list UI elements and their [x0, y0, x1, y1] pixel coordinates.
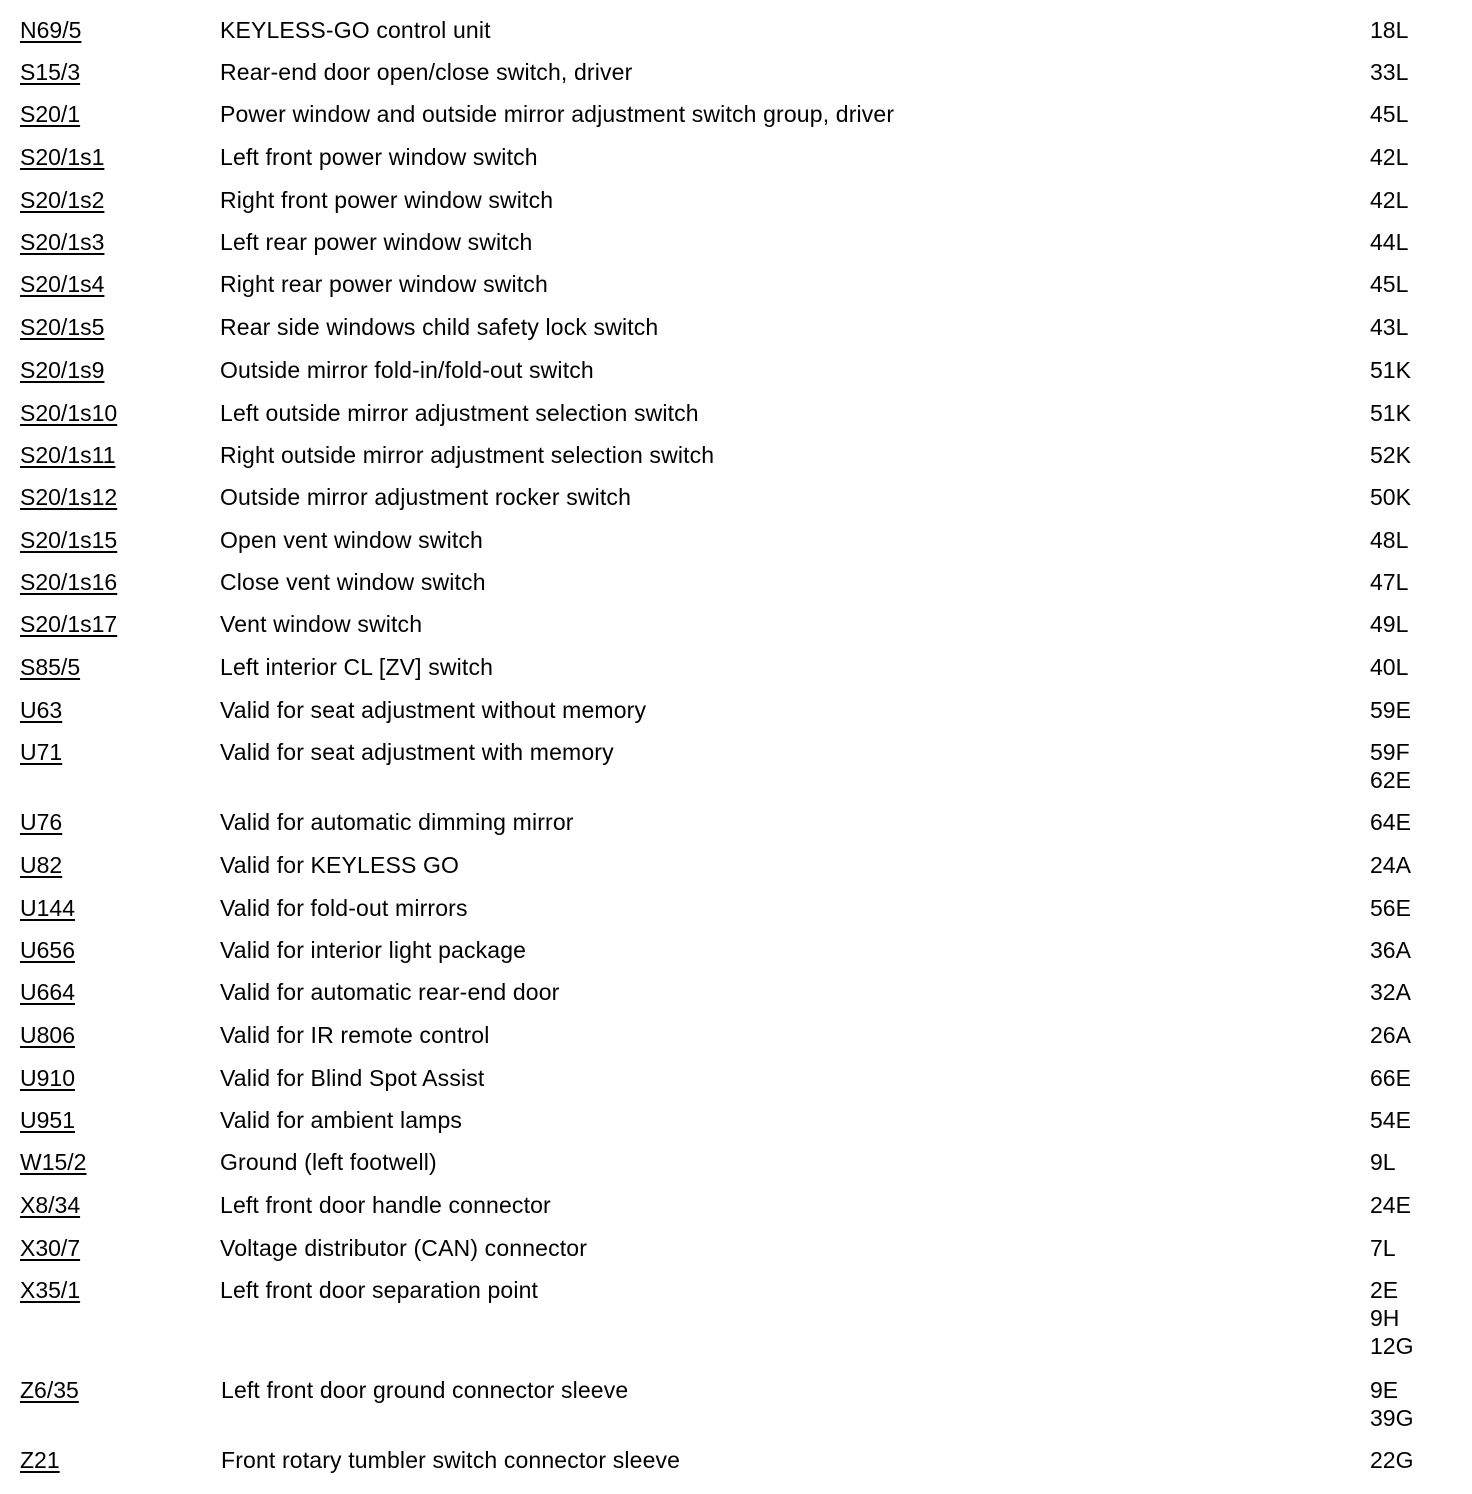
component-code-link[interactable]: S15/3	[20, 59, 81, 85]
grid-location: 62E	[1370, 767, 1411, 793]
component-description: Left front door handle connector	[220, 1192, 551, 1218]
component-code-link[interactable]: X30/7	[20, 1235, 81, 1261]
grid-location: 9L	[1370, 1149, 1396, 1175]
component-description: Close vent window switch	[220, 569, 486, 595]
grid-location-list	[1370, 100, 1408, 128]
grid-location-list	[1370, 1021, 1411, 1049]
grid-location: 47L	[1370, 569, 1409, 595]
grid-location: 18L	[1370, 17, 1409, 43]
grid-location: 45L	[1370, 101, 1409, 127]
grid-location-list	[1370, 441, 1411, 469]
component-code-link[interactable]: Z21	[20, 1447, 60, 1473]
component-description: Valid for ambient lamps	[220, 1107, 463, 1133]
grid-location-list	[1370, 58, 1408, 86]
grid-location: 54E	[1370, 1107, 1411, 1133]
grid-location: 36A	[1370, 937, 1411, 963]
grid-location: 33L	[1370, 59, 1409, 85]
component-description: Power window and outside mirror adjustment switch group, driver	[220, 101, 895, 127]
component-code-link[interactable]: X8/34	[20, 1192, 81, 1218]
component-description: Front rotary tumbler switch connector sleeve	[221, 1447, 681, 1473]
grid-location: 44L	[1370, 229, 1409, 255]
component-description: Left interior CL [ZV] switch	[220, 654, 494, 680]
component-description: Open vent window switch	[220, 527, 483, 553]
grid-location: 2E	[1370, 1277, 1399, 1303]
component-description: Right rear power window switch	[220, 271, 548, 297]
grid-location-list	[1370, 1106, 1411, 1134]
component-description: Valid for seat adjustment without memory	[220, 697, 647, 723]
grid-location: 24A	[1370, 852, 1411, 878]
component-description: Valid for automatic dimming mirror	[220, 809, 574, 835]
grid-location-list	[1370, 186, 1408, 214]
component-code-link[interactable]: S20/1s11	[20, 442, 116, 468]
component-description: Left rear power window switch	[220, 229, 533, 255]
grid-location: 26A	[1370, 1022, 1411, 1048]
grid-location-list	[1370, 610, 1408, 638]
grid-location-list	[1370, 16, 1408, 44]
grid-location-list	[1370, 526, 1408, 554]
grid-location: 66E	[1370, 1065, 1411, 1091]
grid-location-list	[1370, 1276, 1413, 1360]
component-code-link[interactable]: S20/1s17	[20, 611, 118, 637]
component-description: Valid for interior light package	[220, 937, 527, 963]
grid-location-list	[1370, 483, 1411, 511]
grid-location-list	[1370, 936, 1411, 964]
grid-location-list	[1370, 356, 1411, 384]
component-description: Right outside mirror adjustment selection switch	[220, 442, 715, 468]
component-code-link[interactable]: U806	[20, 1022, 75, 1048]
component-code-link[interactable]: S20/1s1	[20, 144, 105, 170]
grid-location: 9E	[1370, 1377, 1399, 1403]
component-description: Valid for seat adjustment with memory	[220, 739, 614, 765]
component-code-link[interactable]: Z6/35	[20, 1377, 79, 1403]
grid-location-list	[1370, 696, 1411, 724]
grid-location: 56E	[1370, 895, 1411, 921]
grid-location: 43L	[1370, 314, 1409, 340]
grid-location: 42L	[1370, 187, 1409, 213]
component-code-link[interactable]: S85/5	[20, 654, 81, 680]
component-code-link[interactable]: S20/1s5	[20, 314, 105, 340]
component-code-link[interactable]: S20/1s4	[20, 271, 105, 297]
grid-location-list	[1370, 894, 1411, 922]
component-description: KEYLESS-GO control unit	[220, 17, 491, 43]
component-code-link[interactable]: N69/5	[20, 17, 82, 43]
component-description: Left front door separation point	[220, 1277, 539, 1303]
component-code-link[interactable]: S20/1s3	[20, 229, 105, 255]
grid-location: 7L	[1370, 1235, 1396, 1261]
component-description: Valid for fold-out mirrors	[220, 895, 468, 921]
grid-location-list	[1370, 313, 1408, 341]
grid-location-list	[1370, 653, 1408, 681]
component-description: Rear side windows child safety lock switch	[220, 314, 659, 340]
component-code-link[interactable]: U63	[20, 697, 63, 723]
grid-location: 59F	[1370, 739, 1410, 765]
grid-location-list	[1370, 978, 1411, 1006]
grid-location: 59E	[1370, 697, 1411, 723]
component-code-link[interactable]: U664	[20, 979, 75, 1005]
component-code-link[interactable]: S20/1s2	[20, 187, 105, 213]
grid-location: 24E	[1370, 1192, 1411, 1218]
component-description: Ground (left footwell)	[220, 1149, 437, 1175]
component-code-link[interactable]: U144	[20, 895, 75, 921]
component-description: Left front power window switch	[220, 144, 538, 170]
grid-location: 48L	[1370, 527, 1409, 553]
grid-location: 64E	[1370, 809, 1411, 835]
grid-location: 52K	[1370, 442, 1411, 468]
grid-location-list	[1370, 1446, 1413, 1474]
grid-location: 22G	[1370, 1447, 1414, 1473]
grid-location: 32A	[1370, 979, 1411, 1005]
component-code-link[interactable]: S20/1	[20, 101, 81, 127]
grid-location: 42L	[1370, 144, 1409, 170]
component-code-link[interactable]: U656	[20, 937, 75, 963]
component-code-link[interactable]: U951	[20, 1107, 75, 1133]
grid-location-list	[1370, 399, 1411, 427]
component-code-link[interactable]: W15/2	[20, 1149, 87, 1175]
grid-location: 50K	[1370, 484, 1411, 510]
grid-location-list	[1370, 1376, 1413, 1432]
component-description: Right front power window switch	[220, 187, 554, 213]
grid-location-list	[1370, 808, 1411, 836]
component-description: Valid for automatic rear-end door	[220, 979, 560, 1005]
component-code-link[interactable]: S20/1s16	[20, 569, 118, 595]
grid-location-list	[1370, 143, 1408, 171]
grid-location: 51K	[1370, 357, 1411, 383]
grid-location-list	[1370, 228, 1408, 256]
grid-location-list	[1370, 270, 1408, 298]
component-description: Outside mirror fold-in/fold-out switch	[220, 357, 594, 383]
grid-location: 39G	[1370, 1405, 1414, 1431]
grid-location-list	[1370, 1234, 1396, 1262]
component-code-link[interactable]: X35/1	[20, 1277, 81, 1303]
component-description: Left front door ground connector sleeve	[221, 1377, 629, 1403]
grid-location: 49L	[1370, 611, 1409, 637]
grid-location-list	[1370, 568, 1408, 596]
grid-location: 51K	[1370, 400, 1411, 426]
grid-location-list	[1370, 851, 1411, 879]
component-code-link[interactable]: S20/1s10	[20, 400, 118, 426]
grid-location: 40L	[1370, 654, 1409, 680]
grid-location-list	[1370, 1064, 1411, 1092]
grid-location: 12G	[1370, 1333, 1414, 1359]
component-code-link[interactable]: U76	[20, 809, 63, 835]
component-description: Voltage distributor (CAN) connector	[220, 1235, 588, 1261]
grid-location-list	[1370, 1191, 1411, 1219]
grid-location-list	[1370, 738, 1411, 794]
component-code-link[interactable]: S20/1s12	[20, 484, 118, 510]
component-code-link[interactable]: S20/1s9	[20, 357, 105, 383]
component-description: Valid for KEYLESS GO	[220, 852, 460, 878]
component-description: Valid for Blind Spot Assist	[220, 1065, 485, 1091]
grid-location-list	[1370, 1148, 1396, 1176]
component-description: Left outside mirror adjustment selection switch	[220, 400, 699, 426]
component-description: Vent window switch	[220, 611, 423, 637]
component-description: Rear-end door open/close switch, driver	[220, 59, 633, 85]
grid-location: 9H	[1370, 1305, 1400, 1331]
component-code-link[interactable]: S20/1s15	[20, 527, 118, 553]
component-code-link[interactable]: U910	[20, 1065, 75, 1091]
grid-location: 45L	[1370, 271, 1409, 297]
component-code-link[interactable]: U71	[20, 739, 63, 765]
component-description: Valid for IR remote control	[220, 1022, 490, 1048]
component-code-link[interactable]: U82	[20, 852, 63, 878]
component-description: Outside mirror adjustment rocker switch	[220, 484, 632, 510]
